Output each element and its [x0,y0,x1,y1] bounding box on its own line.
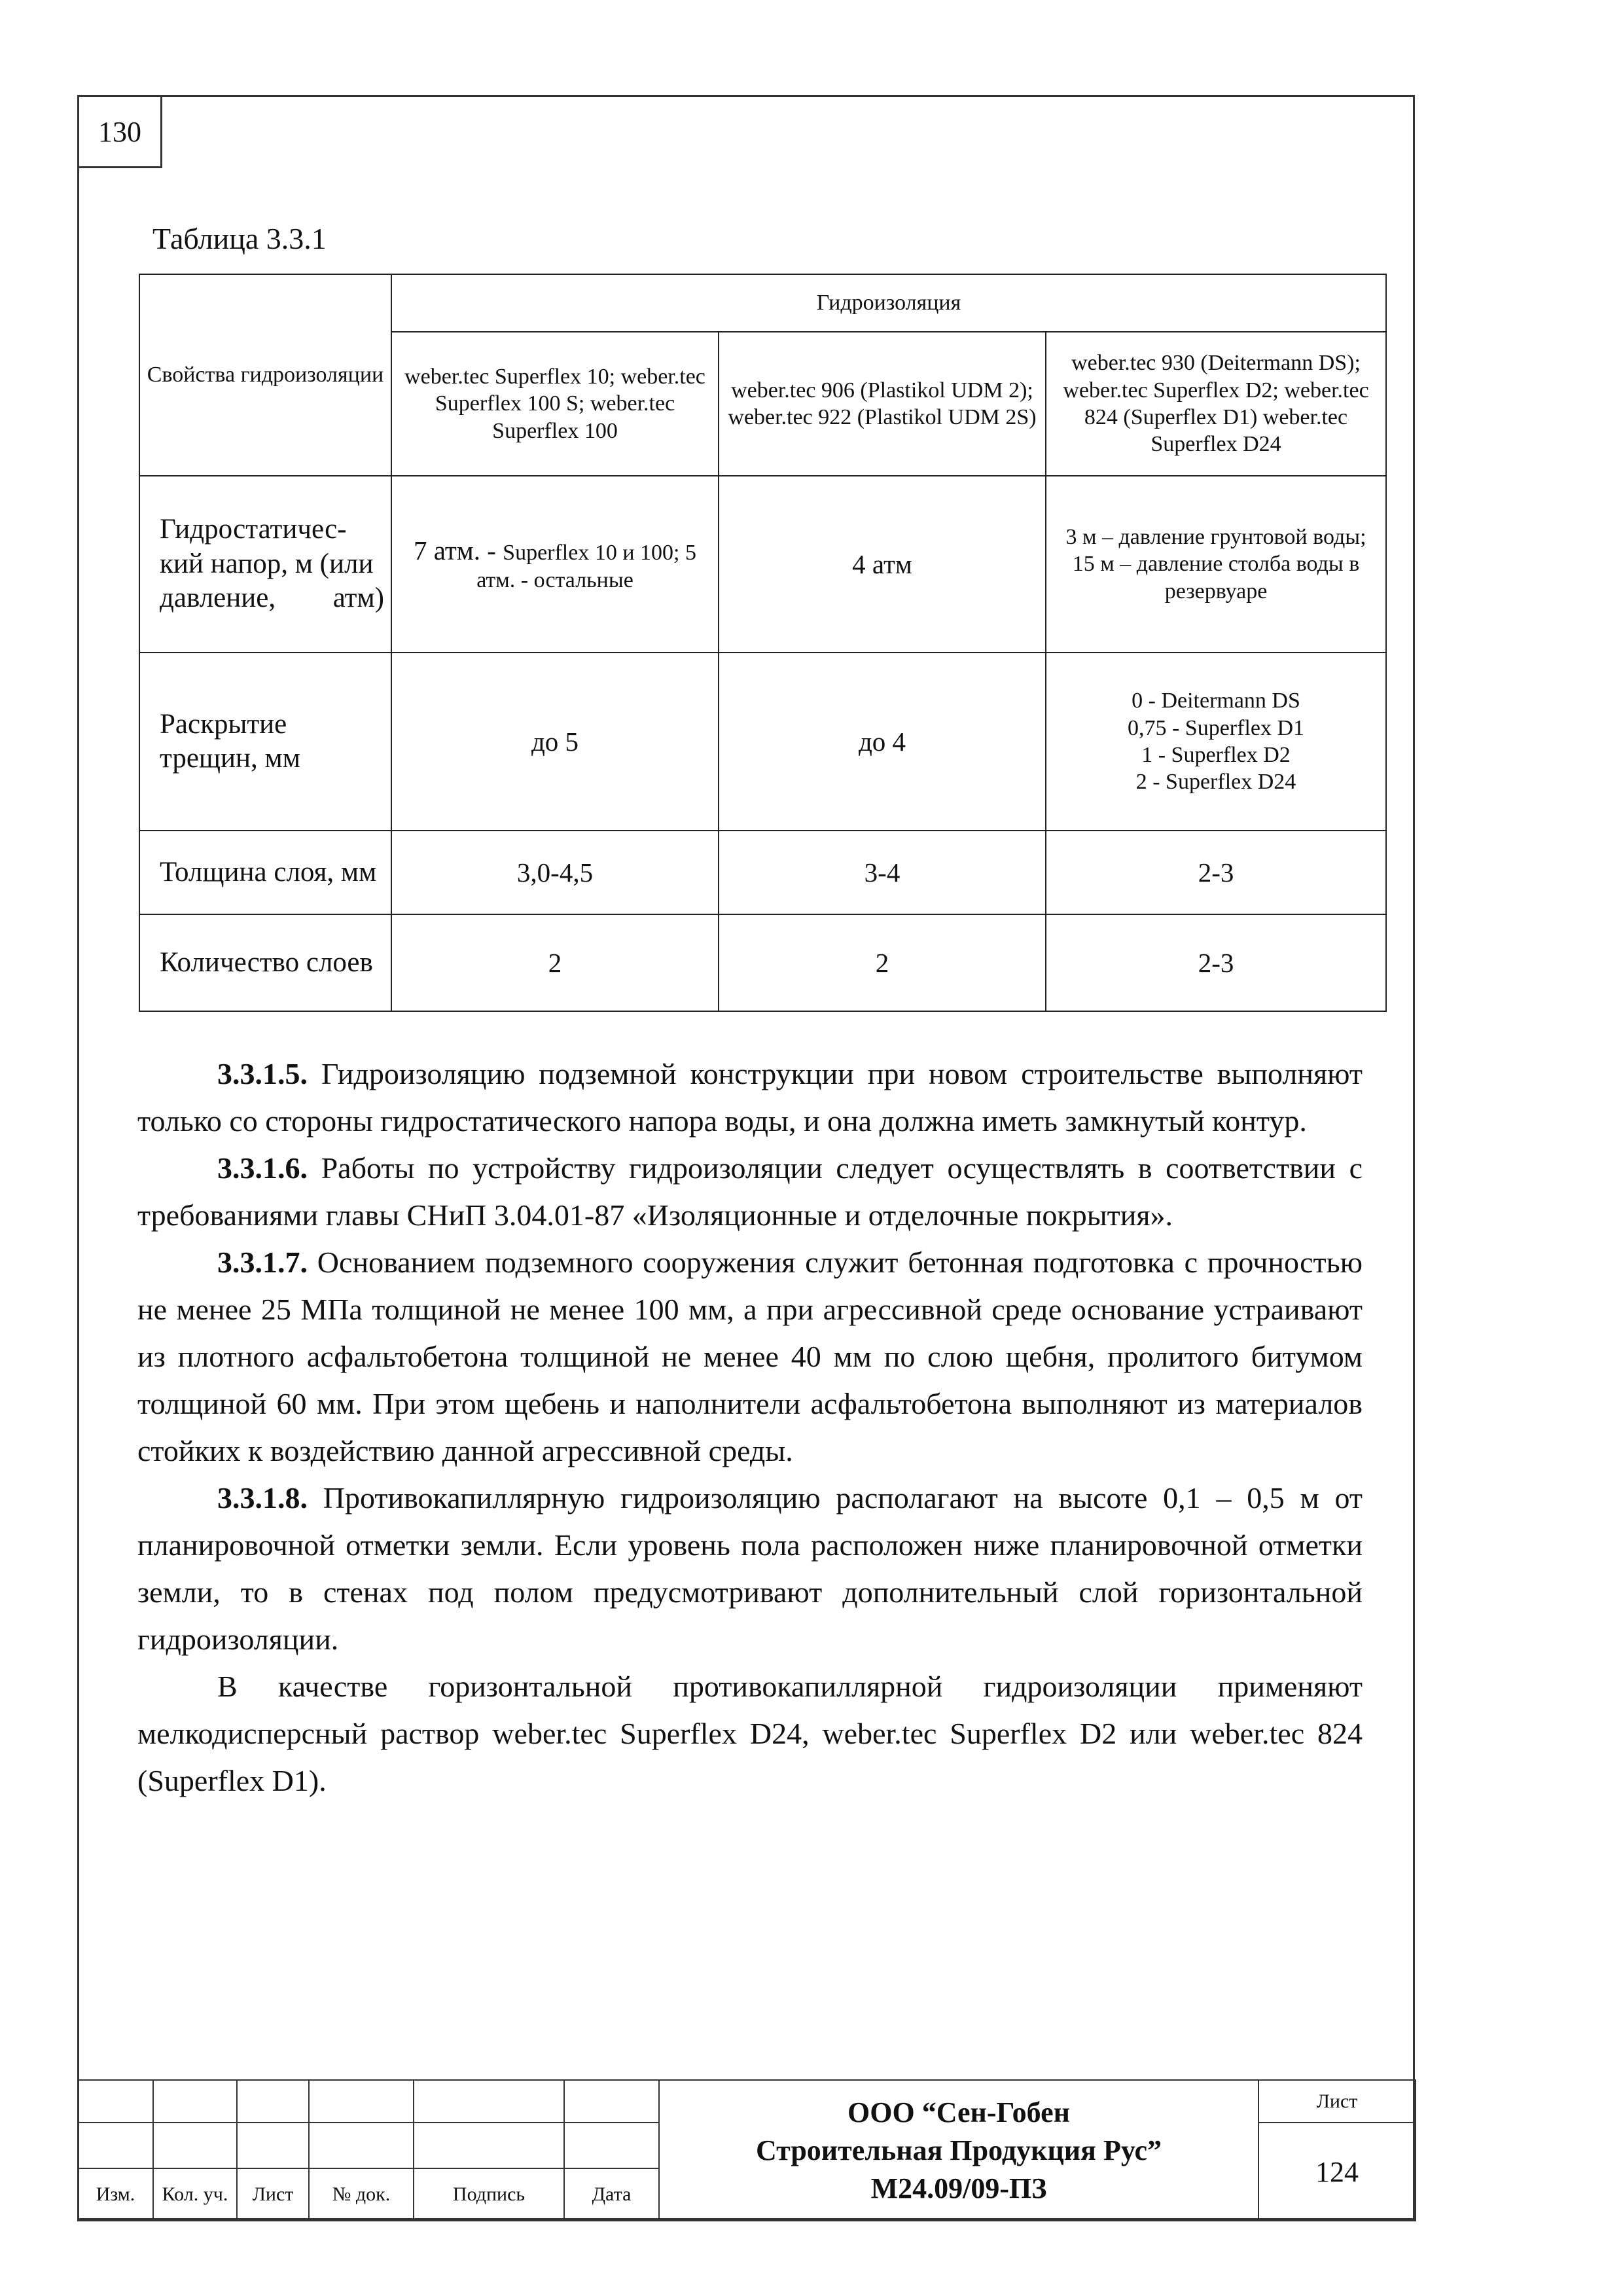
row-label-layers: Количество слоев [139,914,391,1011]
cell-thickness-2: 3-4 [719,831,1046,914]
stamp-cell [153,2080,237,2123]
cell-pressure-2: 4 атм [719,476,1046,653]
row-label-cracks: Раскрытие трещин, мм [139,653,391,831]
cell-thickness-3: 2-3 [1046,831,1386,914]
cell-thickness-1: 3,0-4,5 [391,831,719,914]
body-text [137,1050,1363,1804]
cracks-line: 2 - Superflex D24 [1135,770,1296,795]
paragraph-3-3-1-5: 3.3.1.5. Гидроизоляцию подземной конструкции при новом строительстве выполняют только со стороны гидростатического напора воды, и она должна иметь замкнутый контур. [137,1057,1363,1138]
company-line: Строительная Продукция Рус” [755,2134,1162,2166]
cracks-line: 0,75 - Superflex D1 [1127,715,1305,740]
cell-pressure-1-main: 7 атм. - [414,535,503,566]
table-caption: Таблица 3.3.1 [152,222,327,255]
paragraph-3-3-1-6: 3.3.1.6. Работы по устройству гидроизоляции следует осуществлять в соответствии с требованиями главы СНиП 3.04.01-87 «Изоляционные и отделочные покрытия». [137,1151,1363,1232]
stamp-cell [414,2080,564,2123]
col-label-doc: № док. [309,2168,414,2221]
row-label-thickness: Толщина слоя, мм [139,831,391,914]
company-block [659,2080,1258,2221]
cell-layers-3: 2-3 [1046,914,1386,1011]
waterproofing-table [139,274,1387,1012]
stamp-cell [237,2080,309,2123]
document-code: М24.09/09-ПЗ [870,2172,1047,2204]
company-line: ООО “Сен-Гобен [847,2096,1070,2128]
header-product-3: weber.tec 930 (Deitermann DS); weber.tec Superflex D2; weber.tec 824 (Superflex D1) weber.tec Superflex D24 [1046,332,1386,476]
stamp-cell [78,2080,153,2123]
cell-pressure-1 [391,476,719,653]
col-label-date: Дата [564,2168,659,2221]
col-label-change: Изм. [78,2168,153,2221]
cracks-line: 1 - Superflex D2 [1141,743,1291,767]
col-label-qty: Кол. уч. [153,2168,237,2221]
stamp-cell [414,2123,564,2168]
sheet-label: Лист [1258,2080,1416,2123]
header-product-2: weber.tec 906 (Plastikol UDM 2); weber.tec 922 (Plastikol UDM 2S) [719,332,1046,476]
header-product-1: weber.tec Superflex 10; weber.tec Superflex 100 S; weber.tec Superflex 100 [391,332,719,476]
paragraph-3-3-1-7: 3.3.1.7. Основанием подземного сооружения служит бетонная подготовка с прочностью не менее 25 МПа толщиной не менее 100 мм, а при агрессивной среде основание устраивают из плотного асфальтобетона толщиной не менее 40 мм по слою щебня, пролитого битумом толщиной 60 мм. При этом щебень и наполнители асфальтобетона выполняют из материалов стойких к воздействию данной агрессивной среды. [137,1246,1363,1467]
cracks-line: 0 - Deitermann DS [1132,689,1300,713]
cell-pressure-3: 3 м – давление грунтовой воды; 15 м – давление столба воды в резервуаре [1046,476,1386,653]
header-waterproofing: Гидроизоляция [391,274,1386,332]
cell-layers-2: 2 [719,914,1046,1011]
header-properties: Свойства гидроизоляции [139,274,391,476]
cell-layers-1: 2 [391,914,719,1011]
cell-cracks-1: до 5 [391,653,719,831]
paragraph-horizontal: В качестве горизонтальной противокапиллярной гидроизоляции применяют мелкодисперсный раствор weber.tec Superflex D24, weber.tec Superflex D2 или weber.tec 824 (Superflex D1). [137,1670,1363,1797]
stamp-cell [309,2080,414,2123]
stamp-cell [564,2080,659,2123]
stamp-cell [564,2123,659,2168]
stamp-cell [78,2123,153,2168]
cell-cracks-3 [1046,653,1386,831]
stamp-cell [237,2123,309,2168]
col-label-sheet: Лист [237,2168,309,2221]
page-number: 130 [77,95,162,168]
sheet-number: 124 [1258,2123,1416,2221]
title-block [77,2079,1416,2221]
cell-pressure-1-rest: Superflex 10 и 100; 5 атм. - остальные [476,541,696,593]
stamp-cell [309,2123,414,2168]
cell-cracks-2: до 4 [719,653,1046,831]
col-label-signature: Подпись [414,2168,564,2221]
paragraph-3-3-1-8: 3.3.1.8. Противокапиллярную гидроизоляцию располагают на высоте 0,1 – 0,5 м от планировочной отметки земли. Если уровень пола расположен ниже планировочной отметки земли, то в стенах под полом предусмотривают дополнительный слой горизонтальной гидроизоляции. [137,1481,1363,1656]
row-label-pressure: Гидростатичес-кий напор, м (или давление, атм) [139,476,391,653]
stamp-cell [153,2123,237,2168]
